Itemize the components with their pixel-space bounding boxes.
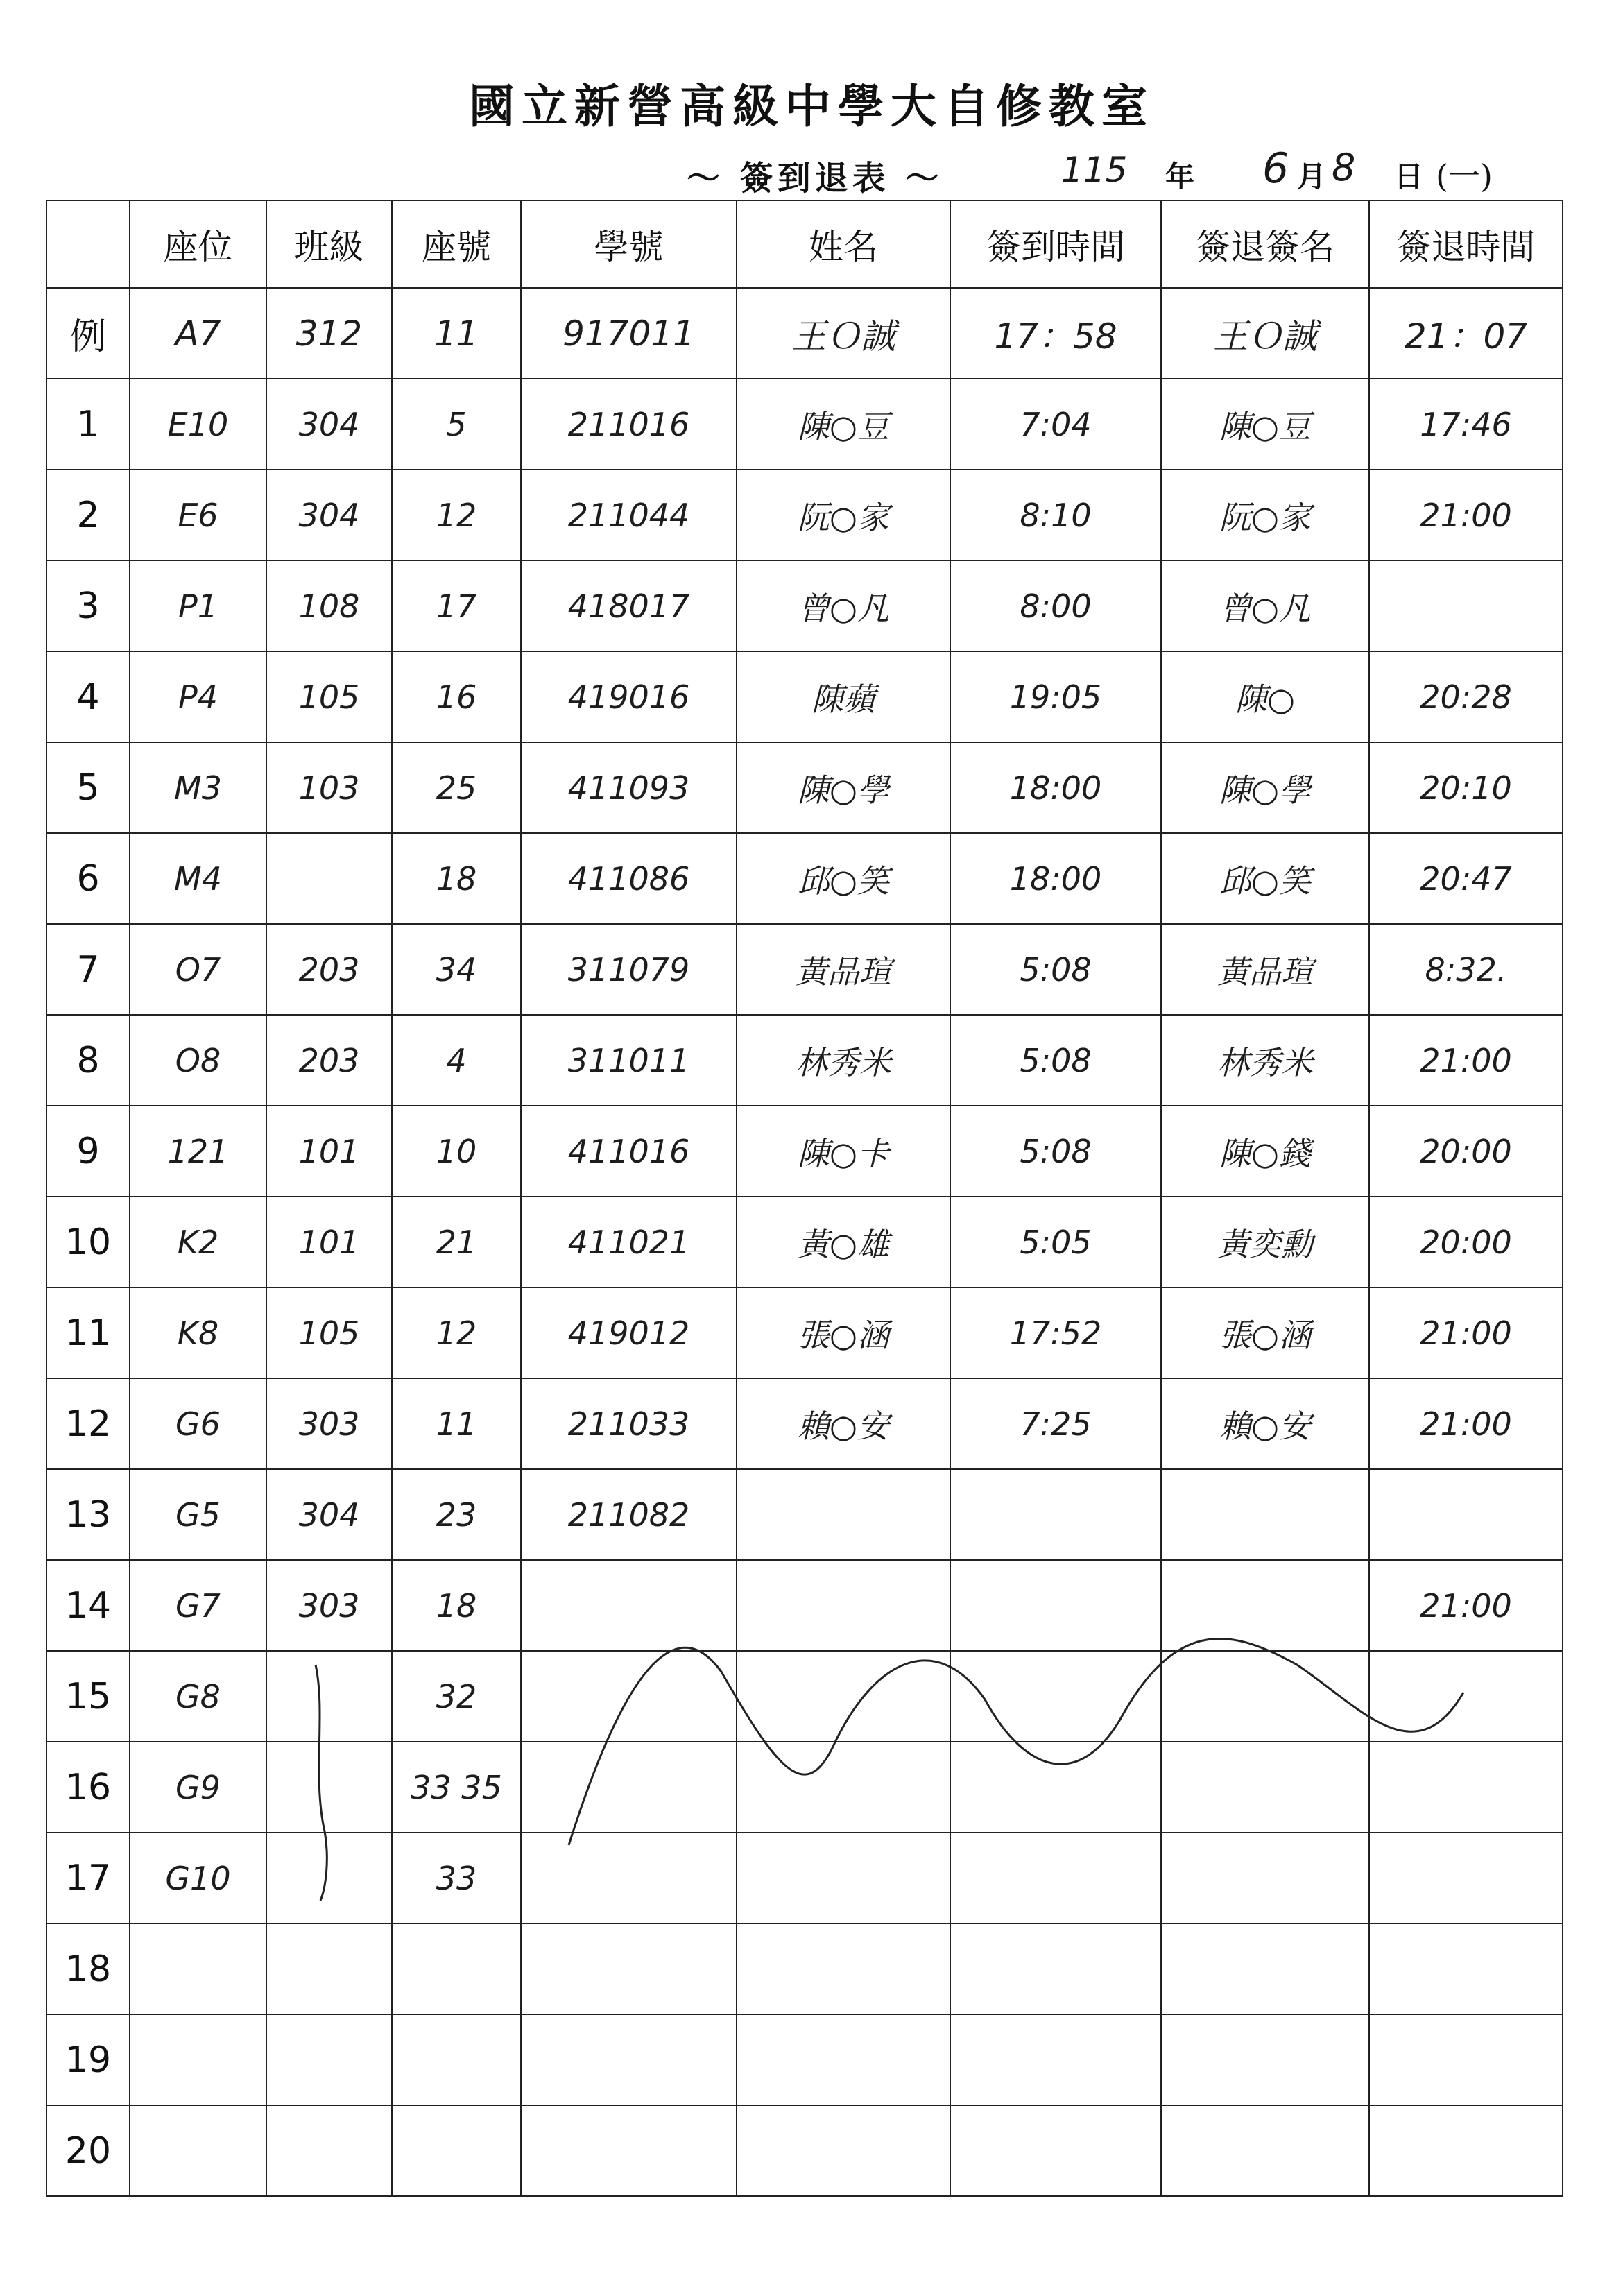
table-cell: 211044	[521, 470, 737, 560]
date-day-label: 日	[1394, 160, 1424, 194]
table-row	[46, 1833, 1563, 1924]
table-cell: 304	[266, 470, 392, 560]
table-cell: 20:28	[1369, 651, 1563, 742]
header-row	[46, 200, 1563, 288]
table-cell: K8	[130, 1287, 266, 1378]
sign-in-out-table	[46, 200, 1563, 2197]
table-cell	[1369, 1651, 1563, 1742]
table-cell: 黃奕勳	[1161, 1197, 1369, 1287]
table-cell: 陳○學	[737, 742, 950, 833]
table-cell	[950, 2105, 1161, 2196]
table-cell: 21:00	[1369, 1287, 1563, 1378]
row-index: 4	[46, 651, 130, 742]
table-cell: 105	[266, 1287, 392, 1378]
row-index: 14	[46, 1560, 130, 1651]
table-cell: 303	[266, 1378, 392, 1469]
row-index: 19	[46, 2014, 130, 2105]
row-index: 16	[46, 1742, 130, 1833]
table-cell: 16	[392, 651, 521, 742]
table-cell: 23	[392, 1469, 521, 1560]
table-cell: G6	[130, 1378, 266, 1469]
table-cell: P1	[130, 560, 266, 651]
table-cell: M3	[130, 742, 266, 833]
table-cell: 17：58	[950, 288, 1161, 379]
table-cell: 5:05	[950, 1197, 1161, 1287]
table-row	[46, 379, 1563, 470]
table-cell: 203	[266, 924, 392, 1015]
table-cell: 5:08	[950, 1106, 1161, 1197]
example-row	[46, 288, 1563, 379]
row-index: 2	[46, 470, 130, 560]
table-cell: A7	[130, 288, 266, 379]
table-cell	[521, 1560, 737, 1651]
table-cell	[130, 2014, 266, 2105]
table-cell	[266, 2014, 392, 2105]
table-cell: 阮○家	[737, 470, 950, 560]
table-cell: 312	[266, 288, 392, 379]
date-weekday: (一)	[1436, 157, 1493, 195]
column-header: 簽退時間	[1369, 200, 1563, 288]
table-cell: 304	[266, 1469, 392, 1560]
table-cell: 20:00	[1369, 1106, 1563, 1197]
column-header: 學號	[521, 200, 737, 288]
table-cell	[392, 2105, 521, 2196]
column-header: 簽到時間	[950, 200, 1161, 288]
table-cell: 18:00	[950, 833, 1161, 924]
table-cell: 5:08	[950, 1015, 1161, 1106]
table-cell: 張○涵	[1161, 1287, 1369, 1378]
table-cell	[950, 1833, 1161, 1924]
table-cell	[266, 2105, 392, 2196]
row-index: 18	[46, 1924, 130, 2014]
table-cell: 21：07	[1369, 288, 1563, 379]
table-cell: 20:00	[1369, 1197, 1563, 1287]
table-cell: E6	[130, 470, 266, 560]
table-cell: 4	[392, 1015, 521, 1106]
table-cell: 陳○豆	[1161, 379, 1369, 470]
date-year-label: 年	[1165, 160, 1195, 194]
table-cell	[950, 1651, 1161, 1742]
table-cell: 25	[392, 742, 521, 833]
table-cell	[1369, 1469, 1563, 1560]
table-cell	[521, 2105, 737, 2196]
table-cell	[1161, 2014, 1369, 2105]
table-cell: 33 35	[392, 1742, 521, 1833]
table-cell: 賴○安	[737, 1378, 950, 1469]
table-cell: 108	[266, 560, 392, 651]
table-row	[46, 924, 1563, 1015]
table-cell	[737, 1924, 950, 2014]
date-month-label: 月	[1297, 160, 1327, 194]
table-cell: 101	[266, 1197, 392, 1287]
table-cell	[1161, 1924, 1369, 2014]
table-cell	[266, 1924, 392, 2014]
table-cell: G9	[130, 1742, 266, 1833]
table-cell: 21:00	[1369, 1378, 1563, 1469]
table-row	[46, 2014, 1563, 2105]
table-cell: 17	[392, 560, 521, 651]
table-cell: 賴○安	[1161, 1378, 1369, 1469]
table-cell: 121	[130, 1106, 266, 1197]
table-cell: 18:00	[950, 742, 1161, 833]
table-cell: 5:08	[950, 924, 1161, 1015]
table-cell: 419016	[521, 651, 737, 742]
table-cell: M4	[130, 833, 266, 924]
table-cell: 418017	[521, 560, 737, 651]
table-cell	[266, 1833, 392, 1924]
table-cell: 8:00	[950, 560, 1161, 651]
table-cell: 311079	[521, 924, 737, 1015]
table-cell: 曾○凡	[737, 560, 950, 651]
table-cell	[521, 1742, 737, 1833]
table-cell: G10	[130, 1833, 266, 1924]
table-row	[46, 1378, 1563, 1469]
table-cell: 21:00	[1369, 1560, 1563, 1651]
table-cell	[1161, 1742, 1369, 1833]
header-index-cell	[46, 200, 130, 288]
table-cell	[737, 2105, 950, 2196]
table-cell	[737, 1651, 950, 1742]
table-cell: G8	[130, 1651, 266, 1742]
date-day: 8	[1332, 146, 1356, 189]
table-row	[46, 1469, 1563, 1560]
table-cell: 10	[392, 1106, 521, 1197]
table-row	[46, 2105, 1563, 2196]
table-cell: 11	[392, 1378, 521, 1469]
table-cell: E10	[130, 379, 266, 470]
column-header: 座位	[130, 200, 266, 288]
table-cell	[1161, 2105, 1369, 2196]
table-cell: 陳○錢	[1161, 1106, 1369, 1197]
row-index: 20	[46, 2105, 130, 2196]
row-index: 1	[46, 379, 130, 470]
table-cell	[1369, 2014, 1563, 2105]
table-body	[46, 288, 1563, 2196]
table-cell: 20:10	[1369, 742, 1563, 833]
table-cell	[266, 1651, 392, 1742]
table-cell	[1161, 1560, 1369, 1651]
table-cell: 陳○	[1161, 651, 1369, 742]
table-cell: 陳○卡	[737, 1106, 950, 1197]
table-cell: 19:05	[950, 651, 1161, 742]
table-row	[46, 742, 1563, 833]
table-cell: 黃○雄	[737, 1197, 950, 1287]
column-header: 簽退簽名	[1161, 200, 1369, 288]
table-cell: 7:25	[950, 1378, 1161, 1469]
table-cell: G5	[130, 1469, 266, 1560]
row-index: 3	[46, 560, 130, 651]
table-cell	[1161, 1469, 1369, 1560]
table-row	[46, 651, 1563, 742]
table-cell: 王Ｏ誠	[737, 288, 950, 379]
table-cell	[1369, 1924, 1563, 2014]
column-header: 班級	[266, 200, 392, 288]
table-cell	[737, 1469, 950, 1560]
table-cell	[1369, 2105, 1563, 2196]
table-row	[46, 1197, 1563, 1287]
table-cell: 34	[392, 924, 521, 1015]
table-cell: 陳蘋	[737, 651, 950, 742]
table-cell: 8:32.	[1369, 924, 1563, 1015]
table-cell	[950, 1742, 1161, 1833]
table-cell: 419012	[521, 1287, 737, 1378]
table-cell: 陳○學	[1161, 742, 1369, 833]
table-cell: 211033	[521, 1378, 737, 1469]
table-cell	[521, 1833, 737, 1924]
table-cell: 阮○家	[1161, 470, 1369, 560]
table-cell	[950, 1560, 1161, 1651]
table-cell: 33	[392, 1833, 521, 1924]
table-cell	[392, 2014, 521, 2105]
table-cell: 411021	[521, 1197, 737, 1287]
table-cell: 張○涵	[737, 1287, 950, 1378]
table-cell: O7	[130, 924, 266, 1015]
table-cell	[1369, 1742, 1563, 1833]
table-cell: 32	[392, 1651, 521, 1742]
column-header: 座號	[392, 200, 521, 288]
table-cell: 101	[266, 1106, 392, 1197]
table-cell: 12	[392, 1287, 521, 1378]
table-cell	[266, 1742, 392, 1833]
table-cell: 21:00	[1369, 470, 1563, 560]
table-cell: 邱○笑	[737, 833, 950, 924]
table-row	[46, 1015, 1563, 1106]
table-cell: 林秀米	[1161, 1015, 1369, 1106]
table-cell	[1369, 1833, 1563, 1924]
row-index: 5	[46, 742, 130, 833]
table-cell: 411016	[521, 1106, 737, 1197]
date-month: 6	[1262, 144, 1289, 193]
table-cell: 211082	[521, 1469, 737, 1560]
table-cell: 黃品瑄	[1161, 924, 1369, 1015]
row-index: 6	[46, 833, 130, 924]
table-cell	[950, 1469, 1161, 1560]
table-cell	[521, 1651, 737, 1742]
table-cell	[950, 1924, 1161, 2014]
table-cell: 陳○豆	[737, 379, 950, 470]
row-index: 7	[46, 924, 130, 1015]
table-cell: 21:00	[1369, 1015, 1563, 1106]
table-row	[46, 470, 1563, 560]
table-cell	[737, 1742, 950, 1833]
row-index: 10	[46, 1197, 130, 1287]
table-cell: 曾○凡	[1161, 560, 1369, 651]
table-cell: 103	[266, 742, 392, 833]
row-index: 15	[46, 1651, 130, 1742]
table-cell: 311011	[521, 1015, 737, 1106]
column-header: 姓名	[737, 200, 950, 288]
row-index: 13	[46, 1469, 130, 1560]
table-cell: 12	[392, 470, 521, 560]
table-row	[46, 560, 1563, 651]
table-cell: 7:04	[950, 379, 1161, 470]
row-index: 12	[46, 1378, 130, 1469]
table-cell: 邱○笑	[1161, 833, 1369, 924]
table-cell: 411086	[521, 833, 737, 924]
table-cell: 20:47	[1369, 833, 1563, 924]
table-cell	[737, 1560, 950, 1651]
table-row	[46, 833, 1563, 924]
table-row	[46, 1651, 1563, 1742]
table-cell: 5	[392, 379, 521, 470]
table-cell: 304	[266, 379, 392, 470]
table-row	[46, 1287, 1563, 1378]
row-index: 11	[46, 1287, 130, 1378]
table-cell	[950, 2014, 1161, 2105]
table-cell: 303	[266, 1560, 392, 1651]
row-index: 例	[46, 288, 130, 379]
table-cell	[737, 2014, 950, 2105]
table-cell: 203	[266, 1015, 392, 1106]
table-cell	[130, 2105, 266, 2196]
table-cell	[392, 1924, 521, 2014]
table-cell	[521, 1924, 737, 2014]
table-cell	[266, 833, 392, 924]
table-cell	[1161, 1833, 1369, 1924]
date-year: 115	[1061, 150, 1128, 190]
table-row	[46, 1106, 1563, 1197]
form-subtitle: ～ 簽到退表 ～	[687, 159, 943, 198]
row-index: 8	[46, 1015, 130, 1106]
table-row	[46, 1560, 1563, 1651]
row-index: 9	[46, 1106, 130, 1197]
table-cell: 411093	[521, 742, 737, 833]
table-cell: 11	[392, 288, 521, 379]
table-cell	[130, 1924, 266, 2014]
table-cell: P4	[130, 651, 266, 742]
table-cell: 黃品瑄	[737, 924, 950, 1015]
table-cell	[1161, 1651, 1369, 1742]
table-row	[46, 1742, 1563, 1833]
table-cell: O8	[130, 1015, 266, 1106]
table-cell: 王Ｏ誠	[1161, 288, 1369, 379]
table-cell	[521, 2014, 737, 2105]
table-cell: K2	[130, 1197, 266, 1287]
table-cell: 17:52	[950, 1287, 1161, 1378]
table-cell: 18	[392, 1560, 521, 1651]
table-cell: 21	[392, 1197, 521, 1287]
table-cell: 8:10	[950, 470, 1161, 560]
table-cell: 林秀米	[737, 1015, 950, 1106]
table-cell: 917011	[521, 288, 737, 379]
table-cell	[737, 1833, 950, 1924]
table-row	[46, 1924, 1563, 2014]
table-cell: 17:46	[1369, 379, 1563, 470]
table-cell	[1369, 560, 1563, 651]
row-index: 17	[46, 1833, 130, 1924]
form-title: 國立新營高級中學大自修教室	[469, 79, 1154, 133]
table-cell: 18	[392, 833, 521, 924]
table-cell: 211016	[521, 379, 737, 470]
table-cell: 105	[266, 651, 392, 742]
table-cell: G7	[130, 1560, 266, 1651]
